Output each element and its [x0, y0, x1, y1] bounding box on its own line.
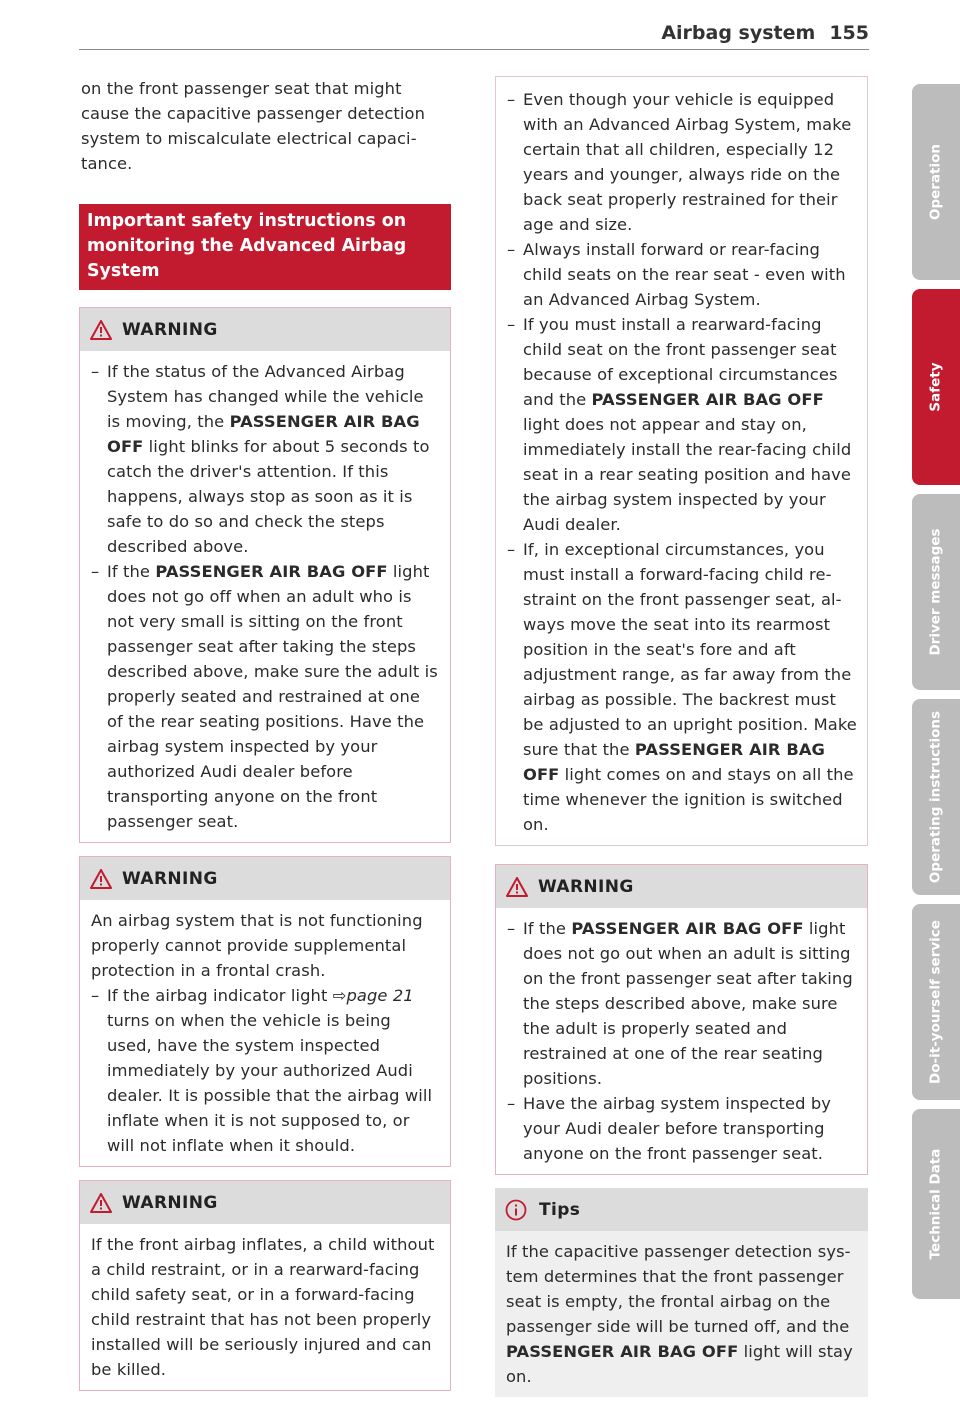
- warning-title: WARNING: [122, 319, 218, 340]
- info-icon: [505, 1199, 527, 1221]
- continued-warning-box: [495, 76, 868, 846]
- tips-header: [495, 1188, 868, 1231]
- page-reference-link[interactable]: page 21: [346, 986, 414, 1005]
- list-item: – If the PASSENGER AIR BAG OFF light does not go off when an adult who is not very small is sitting on the front passenger seat after taking the steps described above, make sure the adult is properly seated and restrained at one of the rear seating positions. Have the airbag system inspected by your authorized Audi dealer before transporting anyone on the front passenger seat.: [91, 559, 440, 834]
- side-tab-do-it-yourself-service[interactable]: Do-it-yourself service: [912, 904, 960, 1100]
- warning-title: WARNING: [122, 868, 218, 889]
- page-number: 155: [829, 22, 869, 44]
- list-item: – Always install forward or rear-facing child seats on the rear seat - even with an Advanced Airbag System.: [507, 237, 857, 312]
- intro-paragraph: on the front passenger seat that might cause the capacitive passenger detection system to miscalculate electrical capacitance.: [81, 79, 425, 173]
- side-tab-driver-messages[interactable]: Driver messages: [912, 494, 960, 690]
- side-tab-operating-instructions[interactable]: Operating instructions: [912, 699, 960, 895]
- warning-triangle-icon: [90, 1193, 112, 1213]
- running-header: [661, 22, 869, 44]
- warning-list: [91, 983, 440, 1158]
- tips-box: [495, 1188, 868, 1397]
- header-rule: [79, 49, 869, 50]
- warning-triangle-icon: [90, 869, 112, 889]
- side-tab-safety[interactable]: Safety: [912, 289, 960, 485]
- section-heading: Important safety instructions on monitoring the Advanced Airbag System: [79, 204, 451, 290]
- indicator-label: PASSENGER AIR BAG OFF: [155, 562, 388, 581]
- side-tab-operation[interactable]: Operation: [912, 84, 960, 280]
- warning-header: [80, 1181, 450, 1224]
- warning-triangle-icon: [506, 877, 528, 897]
- tips-title: Tips: [539, 1199, 581, 1220]
- warning-header: [80, 308, 450, 351]
- warning-box-1: [79, 307, 451, 843]
- warning-box-2: [79, 856, 451, 1167]
- warning-box-3: [79, 1180, 451, 1391]
- list-item: – If you must install a rearward-facing child seat on the front passenger seat because of exceptional circumstances and the PASSENGER AIR BAG OFF light does not appear and stay on, immediately install the rear-facing child seat in a rear seating position and have the airbag system inspected by your Audi dealer.: [507, 312, 857, 537]
- list-item: – Have the airbag system inspected by your Audi dealer before transporting anyone on the front passenger seat.: [507, 1091, 857, 1166]
- warning-header: [80, 857, 450, 900]
- indicator-label: PASSENGER AIR BAG OFF: [506, 1342, 739, 1361]
- list-item: – If the status of the Advanced Airbag System has changed while the vehicle is moving, the PASSENGER AIR BAG OFF light blinks for about 5 seconds to catch the driver's attention. If this happens, always stop as soon as it is safe to do so and check the steps described above.: [91, 359, 440, 559]
- warning-list: [507, 916, 857, 1166]
- warning-paragraph: If the front airbag inflates, a child without a child restraint, or in a rearward-facing child safety seat, or in a forward-facing child restraint that has not been properly installed will be seriously injured and can be killed.: [91, 1235, 435, 1379]
- section-title: Airbag system: [661, 22, 816, 44]
- tips-paragraph: If the capacitive passenger detection system determines that the front passenger seat is empty, the frontal airbag on the passenger side will be turned off, and the PASSENGER AIR BAG OFF light will stay on.: [506, 1242, 853, 1386]
- warning-box-4: [495, 864, 868, 1175]
- right-column: [495, 76, 868, 1410]
- indicator-label: PASSENGER AIR BAG OFF: [571, 919, 804, 938]
- list-item: – If the airbag indicator light ⇨page 21 turns on when the vehicle is being used, have the system inspected immediately by your authorized Audi dealer. It is possible that the airbag will inflate when it is not supposed to, or will not inflate when it should.: [91, 983, 440, 1158]
- warning-list: [91, 359, 440, 834]
- cross-reference-arrow-icon: ⇨: [332, 986, 347, 1005]
- warning-triangle-icon: [90, 320, 112, 340]
- warning-title: WARNING: [538, 876, 634, 897]
- list-item: – Even though your vehicle is equipped with an Advanced Airbag System, make certain that all children, especially 12 years and younger, always ride on the back seat properly restrained for their age and size.: [507, 87, 857, 237]
- list-item: – If, in exceptional circumstances, you must install a forward-facing child restraint on the front passenger seat, always move the seat into its rearmost position in the seat's fore and aft adjustment range, as far away from the airbag as possible. The backrest must be adjusted to an upright position. Make sure that the PASSENGER AIR BAG OFF light comes on and stays on all the time whenever the ignition is switched on.: [507, 537, 857, 837]
- list-item: – If the PASSENGER AIR BAG OFF light does not go out when an adult is sitting on the front passenger seat after taking the steps described above, make sure the adult is properly seated and restrained at one of the rear seating positions.: [507, 916, 857, 1091]
- warning-list: [507, 87, 857, 837]
- warning-title: WARNING: [122, 1192, 218, 1213]
- warning-header: [496, 865, 867, 908]
- indicator-label: PASSENGER AIR BAG OFF: [107, 412, 420, 456]
- indicator-label: PASSENGER AIR BAG OFF: [523, 740, 826, 784]
- warning-paragraph: An airbag system that is not functioning properly cannot provide supplemental protection in a frontal crash.: [91, 911, 423, 980]
- side-tab-technical-data[interactable]: Technical Data: [912, 1109, 960, 1299]
- left-column: [79, 76, 451, 1404]
- indicator-label: PASSENGER AIR BAG OFF: [591, 390, 824, 409]
